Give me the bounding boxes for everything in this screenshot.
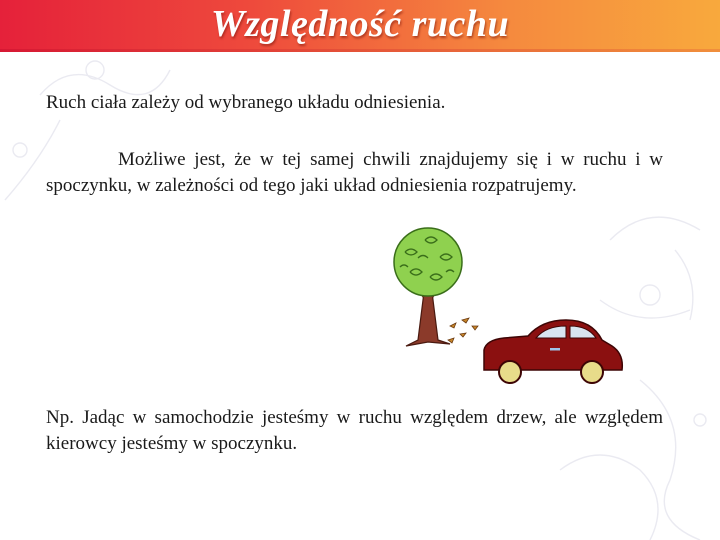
paragraph-intro: Ruch ciała zależy od wybranego układu odniesienia. xyxy=(46,92,446,113)
car-icon xyxy=(484,320,622,383)
tree-icon xyxy=(394,228,478,346)
paragraph-explanation: Możliwe jest, że w tej samej chwili znajdujemy się i w ruchu i w spoczynku, w zależności od tego jaki układ odniesienia rozpatrujemy. xyxy=(46,149,663,196)
paragraph-example: Np. Jadąc w samochodzie jesteśmy w ruchu względem drzew, ale względem kierowcy jesteśmy w spoczynku. xyxy=(46,407,663,454)
illustration xyxy=(380,222,640,392)
title-bar xyxy=(0,0,720,52)
slide-title: Względność ruchu xyxy=(210,3,510,45)
